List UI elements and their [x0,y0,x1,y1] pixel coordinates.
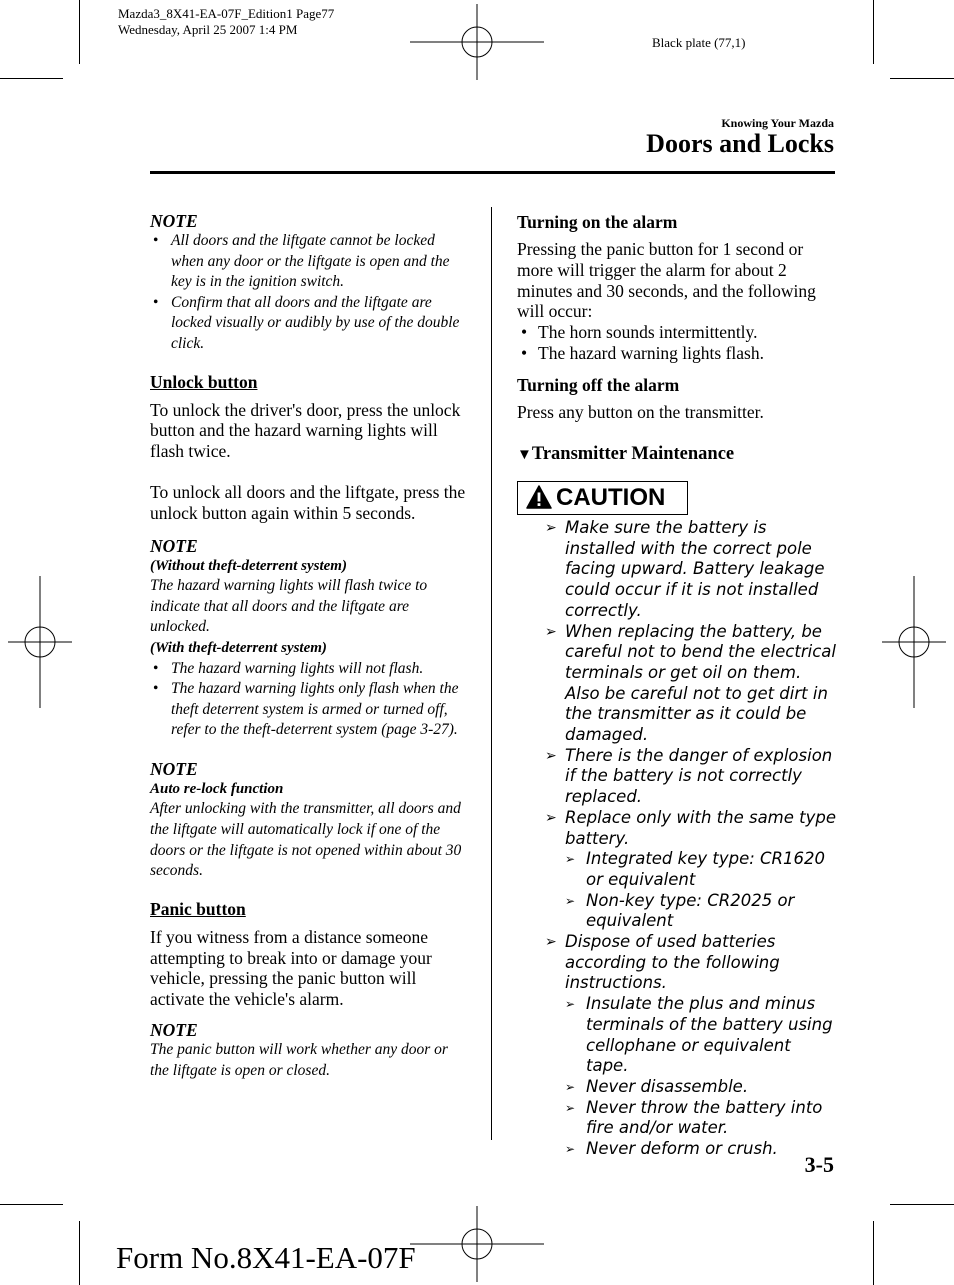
note-subheading: Auto re-lock function [150,780,284,797]
arrow-bullet-icon: ➢ [565,852,576,867]
list-item: ➢ Non-key type: CR2025 or equivalent [565,890,795,931]
alarm-on-heading: Turning on the alarm [517,212,678,232]
print-header [118,6,334,38]
section-kicker: Knowing Your Mazda [721,116,834,130]
crop-mark [79,1221,80,1285]
arrow-bullet-icon: ➢ [545,747,557,764]
alarm-off-paragraph: Press any button on the transmitter. [517,401,764,422]
form-number: Form No.8X41-EA-07F [116,1240,416,1275]
arrow-bullet-icon: ➢ [565,1100,576,1115]
note-heading: NOTE [150,535,198,556]
battery-type-list [565,849,837,932]
arrow-bullet-icon: ➢ [545,809,557,826]
page-title: Doors and Locks [646,129,834,158]
alarm-on-list [517,322,835,364]
crop-mark [873,1221,874,1285]
note-text: After unlocking with the transmitter, all doors and the liftgate will automatically lock if one of the doors or the liftgate is not opened within about 30 seconds. [150,800,462,880]
print-header-line1: Mazda3_8X41-EA-07F_Edition1 Page77 [118,6,335,21]
unlock-button-heading: Unlock button [150,371,258,392]
note-heading: NOTE [150,1020,198,1041]
list-item: • The hazard warning lights flash. [517,343,835,364]
list-item: ➢ Make sure the battery is installed with the correct pole facing upward. Battery leakage could occur if it is not installed correctly. [545,518,825,620]
warning-triangle-icon [526,485,552,509]
note-text: The panic button will work whether any door or the liftgate is open or closed. [150,1041,448,1079]
list-item: ➢ There is the danger of explosion if the battery is not correctly replaced. [545,745,833,807]
panic-button-heading: Panic button [150,898,246,919]
crop-mark [873,0,874,64]
print-header-line2: Wednesday, April 25 2007 1:4 PM [118,22,298,37]
crop-mark [0,78,63,79]
registration-mark-right [882,576,946,708]
header-rule [150,171,835,174]
list-item: • The horn sounds intermittently. [517,322,835,343]
list-item: ➢ Integrated key type: CR1620 or equivalent [565,849,826,889]
note-list [150,231,470,355]
note-text: The hazard warning lights will flash twice to indicate that all doors and the liftgate are unlocked. [150,577,428,636]
plate-label: Black plate (77,1) [652,35,746,50]
arrow-bullet-icon: ➢ [565,1079,576,1094]
alarm-on-paragraph: Pressing the panic button for 1 second or more will trigger the alarm for about 2 minutes and 30 seconds, and the following will occur: [517,239,816,322]
note-list [150,659,470,741]
list-item: • Confirm that all doors and the liftgate are locked visually or audibly by use of the double click. [150,293,470,355]
registration-mark-top [410,4,544,80]
crop-mark [0,1204,63,1205]
caution-label: CAUTION [556,484,666,511]
maintenance-heading [517,443,835,466]
note-subheading: (With theft-deterrent system) [150,639,327,656]
page-number: 3-5 [804,1152,834,1177]
crop-mark [79,0,80,64]
triangle-down-icon: ▼ [517,446,532,463]
list-item: ➢ Dispose of used batteries according to the following instructions. ➢ Insulate the plus and minus terminals of the battery using cellophane or equivalent tape. ➢ Never disassemble. ➢ Never throw the battery into fire and/or water. ➢ Never deform or crush. [517,932,837,1160]
list-item: ➢ Never deform or crush. [565,1139,778,1159]
arrow-bullet-icon: ➢ [545,520,557,536]
registration-mark-bottom [410,1206,544,1282]
caution-list [517,518,837,1160]
left-column [150,211,470,1081]
list-item: ➢ Insulate the plus and minus terminals of the battery using cellophane or equivalent tape. [565,994,833,1076]
list-item: ➢ When replacing the battery, be careful not to bend the electrical terminals or get oil on them. Also be careful not to get dirt in the transmitter as it could be damaged. [545,621,836,745]
list-item: ➢ Never throw the battery into fire and/or water. [565,1097,823,1138]
panic-paragraph: If you witness from a distance someone attempting to break into or damage your vehicle, pressing the panic button will activate the vehicle's alarm. [150,926,432,1010]
crop-mark [890,78,954,79]
crop-mark [890,1204,954,1205]
note-block [150,759,470,882]
note-block [150,1020,470,1081]
list-item: ➢ Never disassemble. [565,1076,749,1096]
caution-box [517,481,688,515]
note-heading: NOTE [150,211,198,231]
column-divider [491,207,492,1140]
caution-content [517,518,837,1160]
arrow-bullet-icon: ➢ [545,934,557,951]
note-block [150,211,470,355]
arrow-bullet-icon: ➢ [565,997,576,1012]
unlock-paragraph: To unlock all doors and the liftgate, press the unlock button again within 5 seconds. [150,481,466,523]
arrow-bullet-icon: ➢ [545,623,557,640]
maintenance-heading-text: Transmitter Maintenance [531,443,735,464]
arrow-bullet-icon: ➢ [565,1142,576,1157]
registration-mark-left [8,576,72,708]
list-item: • The hazard warning lights only flash when the theft deterrent system is armed or turned off, refer to the theft-deterrent system (page 3-27). [150,679,470,741]
arrow-bullet-icon: ➢ [565,893,576,908]
list-item: ➢ Replace only with the same type battery. ➢ Integrated key type: CR1620 or equivalent ➢ Non-key type: CR2025 or equivalent [545,807,837,931]
note-subheading: (Without theft-deterrent system) [150,557,347,574]
dispose-list [565,994,837,1160]
list-item: • The hazard warning lights will not flash. [150,659,470,680]
note-block [150,536,470,741]
list-item: • All doors and the liftgate cannot be locked when any door or the liftgate is open and the key is in the ignition switch. [150,231,470,293]
unlock-paragraph: To unlock the driver's door, press the unlock button and the hazard warning lights will flash twice. [150,399,461,462]
alarm-off-heading: Turning off the alarm [517,374,680,395]
right-column [517,211,835,466]
note-heading: NOTE [150,758,198,779]
